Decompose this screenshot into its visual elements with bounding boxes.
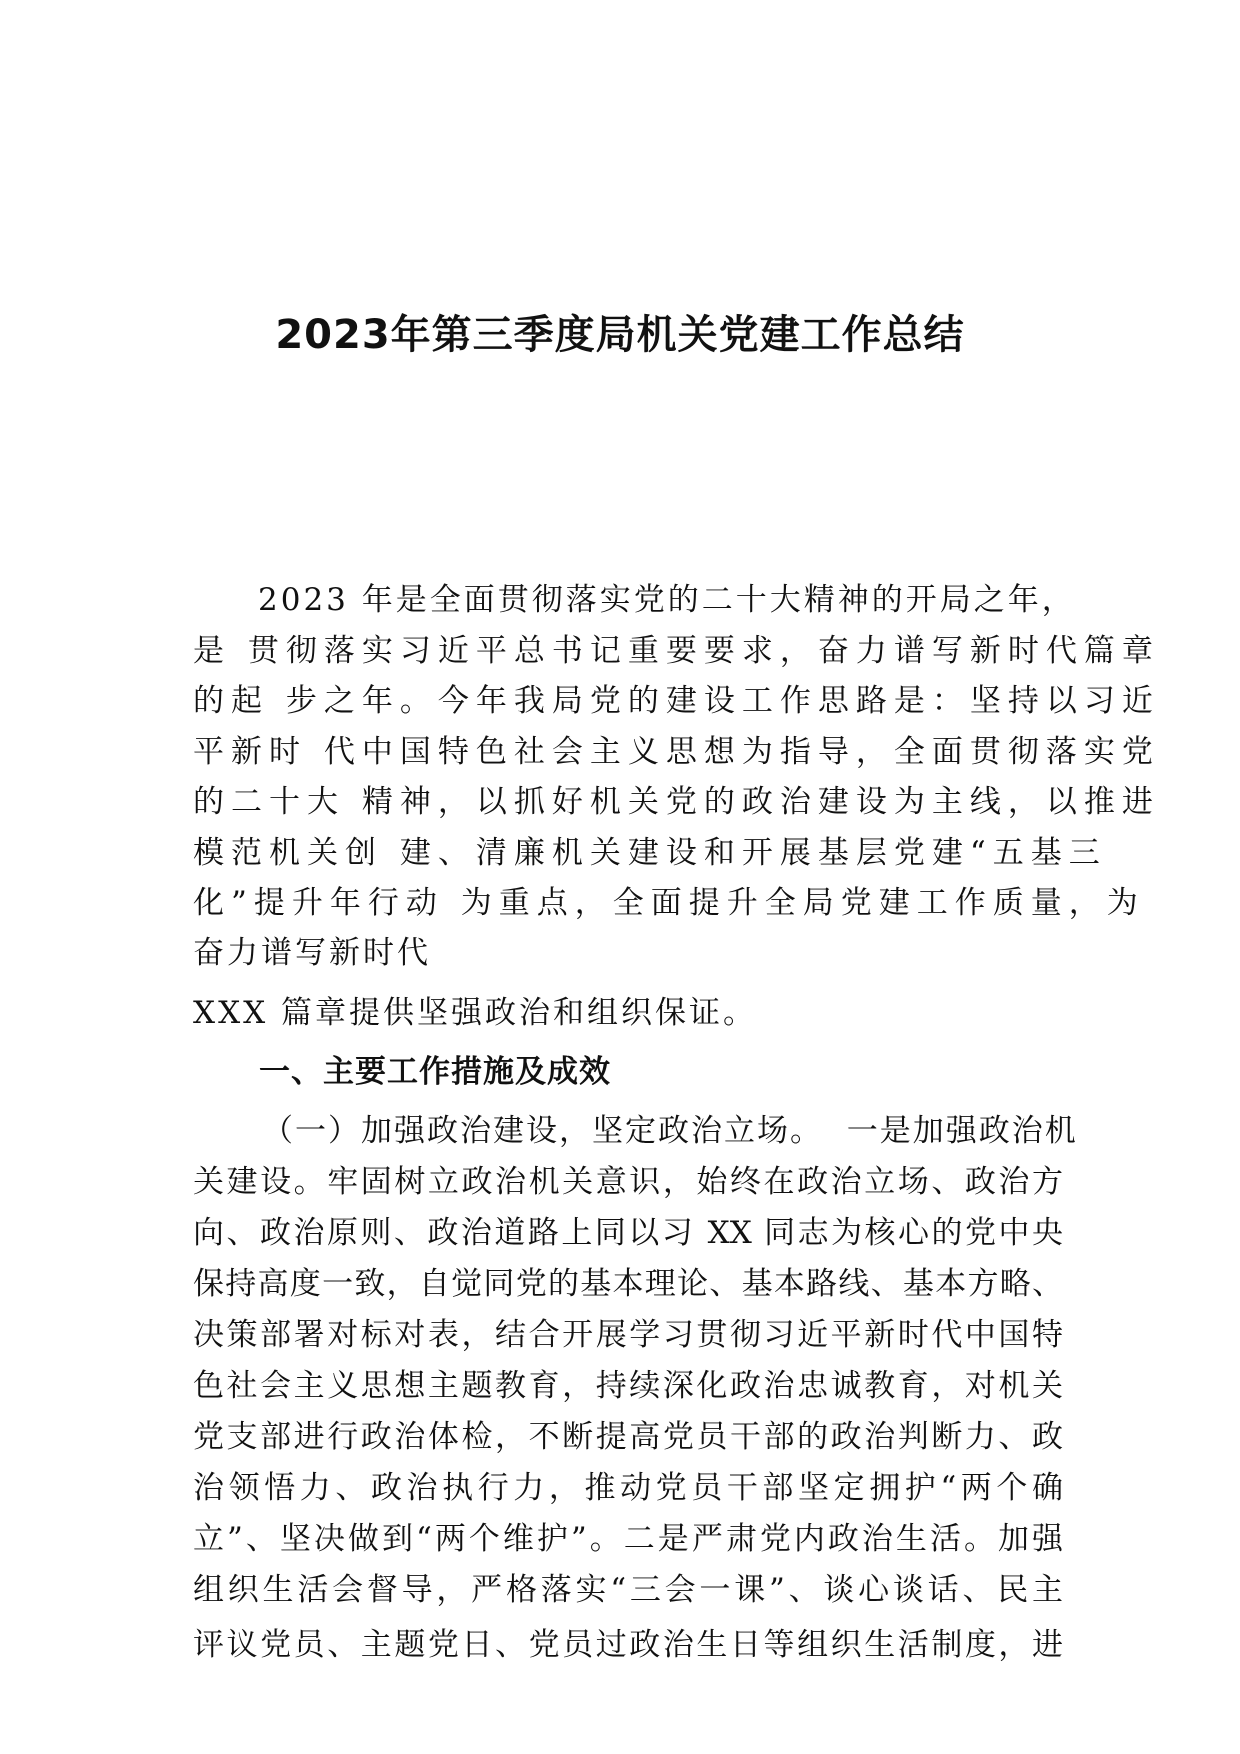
intro-line-6: 模范机关创 建、清廉机关建设和开展基层党建“五基三: [193, 835, 1107, 871]
body-line-5: 决策部署对标对表，结合开展学习贯彻习近平新时代中国特: [193, 1317, 1063, 1353]
body-line-3: 向、政治原则、政治道路上同以习 XX 同志为核心的党中央: [193, 1215, 1063, 1251]
body-line-4: 保持高度一致，自觉同党的基本理论、基本路线、基本方略、: [193, 1266, 1063, 1302]
body-line-7: 党支部进行政治体检，不断提高党员干部的政治判断力、政: [193, 1419, 1063, 1455]
body-line-11: 评议党员、主题党日、党员过政治生日等组织生活制度，进: [193, 1627, 1063, 1663]
body-line-6: 色社会主义思想主题教育，持续深化政治忠诚教育，对机关: [193, 1368, 1063, 1404]
body-line-8: 治领悟力、政治执行力，推动党员干部坚定拥护“两个确: [193, 1470, 1063, 1506]
intro-tail-line: XXX 篇章提供坚强政治和组织保证。: [193, 995, 758, 1031]
intro-line-2: 是 贯彻落实习近平总书记重要要求，奋力谱写新时代篇章: [193, 633, 1160, 669]
document-title: 2023年第三季度局机关党建工作总结: [275, 312, 965, 358]
intro-line-3: 的起 步之年。今年我局党的建设工作思路是：坚持以习近: [193, 683, 1160, 719]
intro-line-8: 奋力谱写新时代: [193, 935, 431, 971]
intro-line-7: 化”提升年行动 为重点，全面提升全局党建工作质量，为: [193, 885, 1145, 921]
intro-line-1: 2023 年是全面贯彻落实党的二十大精神的开局之年，: [258, 582, 1076, 618]
body-line-2: 关建设。牢固树立政治机关意识，始终在政治立场、政治方: [193, 1164, 1063, 1200]
section-heading: 一、主要工作措施及成效: [259, 1054, 611, 1090]
body-line-9: 立”、坚决做到“两个维护”。二是严肃党内政治生活。加强: [193, 1521, 1063, 1557]
intro-line-4: 平新时 代中国特色社会主义思想为指导，全面贯彻落实党: [193, 734, 1160, 770]
body-line-1: （一）加强政治建设，坚定政治立场。 一是加强政治机: [262, 1113, 1078, 1149]
intro-line-5: 的二十大 精神，以抓好机关党的政治建设为主线，以推进: [193, 784, 1160, 820]
body-line-10: 组织生活会督导，严格落实“三会一课”、谈心谈话、民主: [193, 1572, 1063, 1608]
